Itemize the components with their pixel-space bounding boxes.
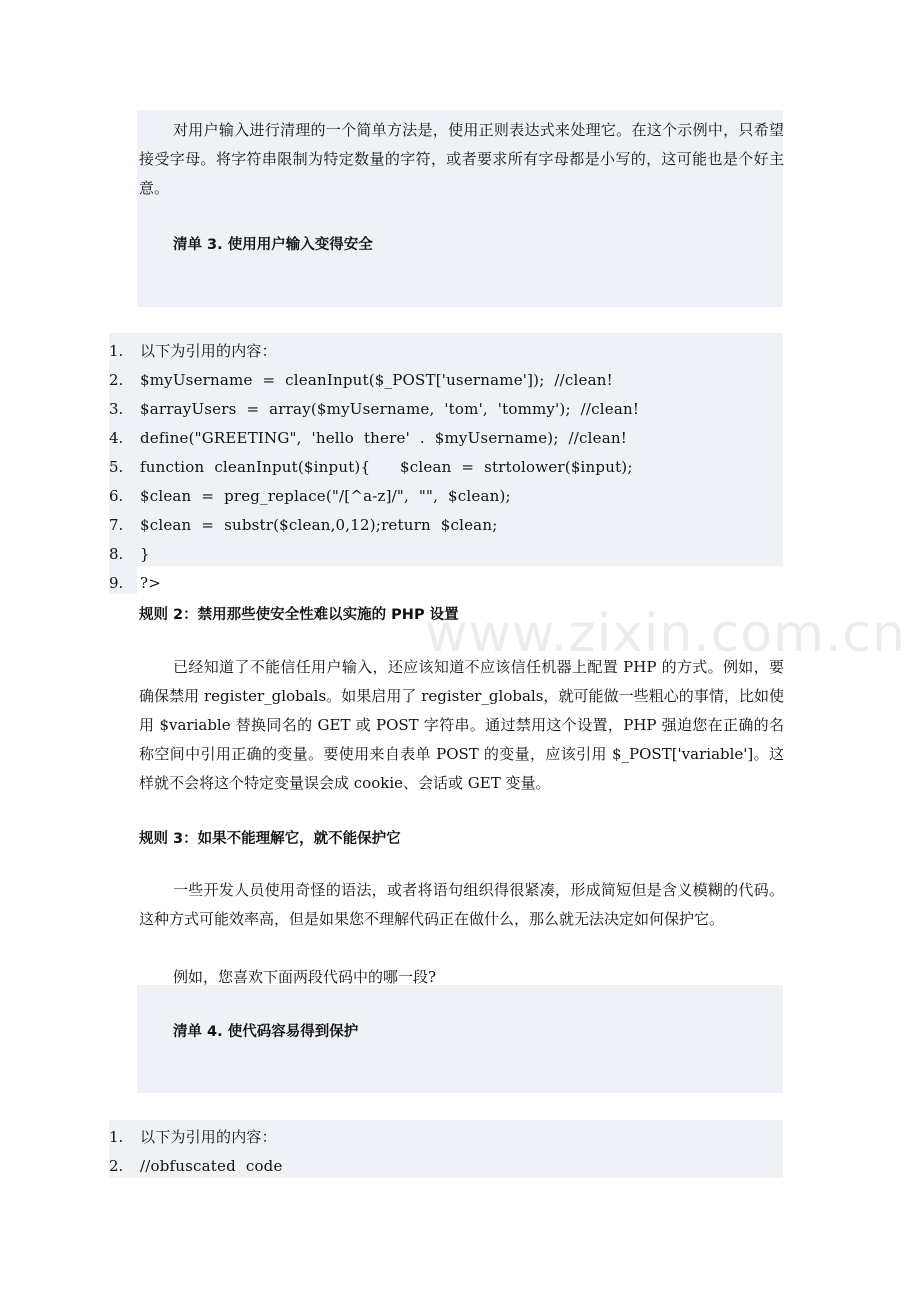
code-listing-4	[109, 1123, 783, 1181]
code-text: ?>	[140, 574, 162, 592]
code-line	[109, 511, 783, 540]
line-number: 3.	[109, 400, 124, 418]
code-text: $arrayUsers = array($myUsername, 'tom', 'tommy'); //clean!	[140, 400, 640, 418]
rule-3-heading: 规则 3：如果不能理解它，就不能保护它	[139, 831, 401, 847]
code-text: $myUsername = cleanInput($_POST['username']); //clean!	[140, 371, 613, 389]
code-line	[109, 569, 783, 598]
rule-3-paragraph: 一些开发人员使用奇怪的语法，或者将语句组织得很紧凑，形成简短但是含义模糊的代码。这种方式可能效率高，但是如果您不理解代码正在做什么，那么就无法决定如何保护它。	[139, 881, 784, 928]
code-text: 以下为引用的内容：	[140, 1128, 277, 1146]
listing-4-title: 清单 4. 使代码容易得到保护	[173, 1024, 359, 1040]
line-number: 5.	[109, 458, 124, 476]
code-line	[109, 1152, 783, 1181]
code-text: define("GREETING", 'hello there' . $myUsername); //clean!	[140, 429, 627, 447]
rule-3-example-question: 例如，您喜欢下面两段代码中的哪一段?	[173, 968, 437, 986]
code-text: 以下为引用的内容：	[140, 342, 277, 360]
line-number: 2.	[109, 371, 124, 389]
code-line	[109, 366, 783, 395]
intro-paragraph: 对用户输入进行清理的一个简单方法是，使用正则表达式来处理它。在这个示例中，只希望接受字母。将字符串限制为特定数量的字符，或者要求所有字母都是小写的，这可能也是个好主意。	[139, 121, 784, 197]
code-line	[109, 482, 783, 511]
watermark: www.zixin.com.cn	[425, 604, 906, 664]
code-line	[109, 540, 783, 569]
code-line	[109, 337, 783, 366]
code-text: $clean = substr($clean,0,12);return $clean;	[140, 516, 498, 534]
line-number: 7.	[109, 516, 124, 534]
code-line	[109, 453, 783, 482]
code-listing-3	[109, 337, 783, 598]
line-number: 6.	[109, 487, 124, 505]
code-text: function cleanInput($input){ $clean = strtolower($input);	[140, 458, 633, 476]
line-number: 2.	[109, 1157, 124, 1175]
code-text: $clean = preg_replace("/[^a-z]/", "", $clean);	[140, 487, 511, 505]
listing-3-title: 清单 3. 使用用户输入变得安全	[173, 237, 373, 253]
line-number: 1.	[109, 1128, 124, 1146]
line-number: 4.	[109, 429, 124, 447]
code-text: }	[140, 545, 150, 563]
code-text: //obfuscated code	[140, 1157, 283, 1175]
line-number: 8.	[109, 545, 124, 563]
code-line	[109, 424, 783, 453]
code-line	[109, 1123, 783, 1152]
line-number: 1.	[109, 342, 124, 360]
rule-2-paragraph: 已经知道了不能信任用户输入，还应该知道不应该信任机器上配置 PHP 的方式。例如，要确保禁用 register_globals。如果启用了 register_globals，就可能做一些粗心的事情，比如使用 $variable 替换同名的 GET 或 POST 字符串。通过禁用这个设置，PHP 强迫您在正确的名称空间中引用正确的变量。要使用来自表单 POST 的变量，应该引用 $_POST['variable']。这样就不会将这个特定变量误会成 cookie、会话或 GET 变量。	[139, 658, 784, 792]
code-line	[109, 395, 783, 424]
rule-2-heading: 规则 2：禁用那些使安全性难以实施的 PHP 设置	[139, 607, 459, 623]
line-number: 9.	[109, 574, 124, 592]
